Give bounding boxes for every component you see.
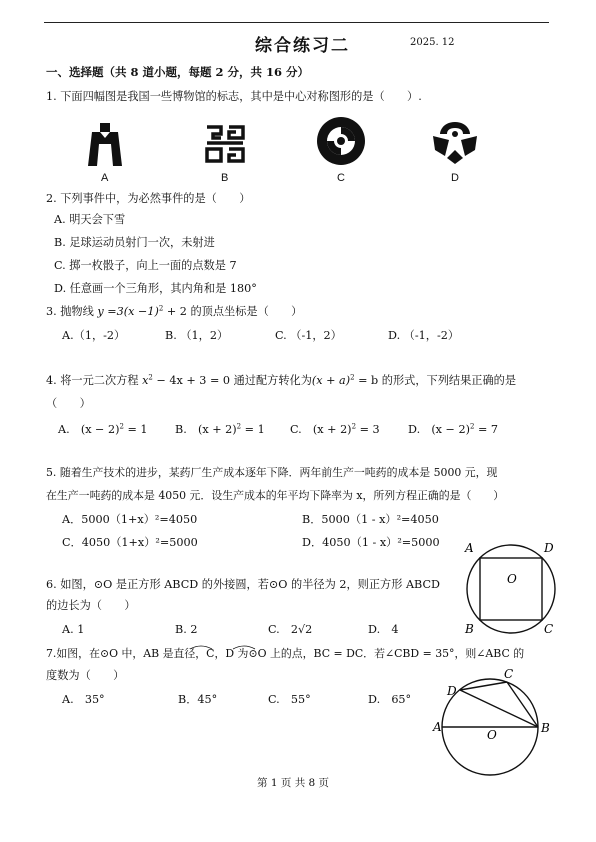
q7-label-c: C [504,667,514,681]
q6-label-a: A [465,541,474,555]
q7-option-a: A. 35° [62,693,105,706]
q5-option-b: B．5000（1 - x）²=4050 [302,513,439,526]
q5-line-1: 5. 随着生产技术的进步，某药厂生产成本逐年下降．两年前生产一吨药的成本是 5000 元，现 [46,466,498,479]
q7-label-d: D [447,684,457,698]
logo-label-d: D [451,172,459,184]
q4-stem: 4. 将一元二次方程 $x^2 - 4x + 3 = 0$ 通过配方转化为$(x + a)^2 = b$ 的形式，下列结果正确的是 [46,373,517,387]
q6-label-o: O [507,572,517,586]
q3-stem: 3. 抛物线 $y =3(x -1)^2 + 2$ 的顶点坐标是（ ） [46,304,303,318]
q2-option-c: C. 掷一枚骰子，向上一面的点数是 7 [54,259,237,272]
museum-logo-b-icon [203,123,247,165]
q6-option-b: B. 2 [175,623,198,636]
q6-diagram [458,536,562,640]
q6-line-1: 6. 如图，⊙O 是正方形 ABCD 的外接圆，若⊙O 的半径为 2，则正方形 ABCD [46,578,440,591]
logo-label-c: C [337,172,345,184]
q1-stem: 1. 下面四幅图是我国一些博物馆的标志，其中是中心对称图形的是（ ）. [46,90,422,103]
q7-label-a: A [433,720,442,734]
q5-option-d: D．4050（1 - x）²=5000 [302,536,440,549]
q7-label-o: O [487,728,497,742]
q7-chord-dc [460,682,507,690]
q6-line-2: 的边长为（ ） [46,599,136,612]
q2-option-d: D. 任意画一个三角形，其内角和是 180° [54,282,257,295]
q6-label-b: B [465,622,474,636]
q4-option-d: D. $(x - 2)^2 = 7$ [408,422,499,436]
top-rule [44,22,549,23]
page-title: 综合练习二 [255,36,350,56]
q4-stem-line2: （ ） [46,397,91,410]
q4-option-a: A. $(x - 2)^2 = 1$ [58,422,148,436]
q5-line-2: 在生产一吨药的成本是 4050 元．设生产成本的年平均下降率为 x，所列方程正确的是（ ） [46,489,505,502]
q6-option-a: A. 1 [62,623,85,636]
q2-option-a: A. 明天会下雪 [54,213,126,226]
q5-option-a: A．5000（1+x）²=4050 [62,513,198,526]
q6-option-d: D. 4 [368,623,399,636]
q3-option-a: A.（1，-2） [62,329,126,342]
q3-option-c: C. （-1，2） [275,329,342,342]
q3-option-b: B. （1，2） [165,329,229,342]
q7-option-b: B．45° [178,693,218,706]
q7-line-2: 度数为（ ） [46,669,125,682]
museum-logo-a-icon [80,118,130,168]
logo-label-b: B [221,172,229,184]
q6-label-d: D [544,541,554,555]
q7-option-d: D. 65° [368,693,412,706]
q3-option-d: D. （-1，-2） [388,329,460,342]
q7-line-1: 7.如图，在⊙O 中，AB 是直径，C，D 为⊙O 上的点，BC = DC．若∠CBD = 35°，则∠ABC 的 [46,647,525,660]
q4-option-b: B. $(x + 2)^2 = 1$ [175,422,265,436]
q6-label-c: C [544,622,554,636]
q7-option-c: C. 55° [268,693,311,706]
q5-option-c: C．4050（1+x）²=5000 [62,536,198,549]
q7-arc-marks [187,644,287,650]
q6-square [480,558,542,620]
logo-label-a: A [101,172,109,184]
section-heading: 一、选择题（共 8 道小题，每题 2 分，共 16 分） [46,65,310,79]
q6-option-c: C. 2√2 [268,623,313,636]
q4-option-c: C. $(x + 2)^2 = 3$ [290,422,380,436]
q7-label-b: B [541,721,550,735]
q7-diagram [430,665,560,780]
museum-logo-c-icon [316,116,366,166]
q2-option-b: B. 足球运动员射门一次，未射进 [54,236,215,249]
page-date: 2025. 12 [410,37,455,48]
museum-logo-d-icon [431,120,479,166]
q2-stem: 2. 下列事件中，为必然事件的是（ ） [46,192,251,205]
page-footer: 第 1 页 共 8 页 [257,777,330,789]
